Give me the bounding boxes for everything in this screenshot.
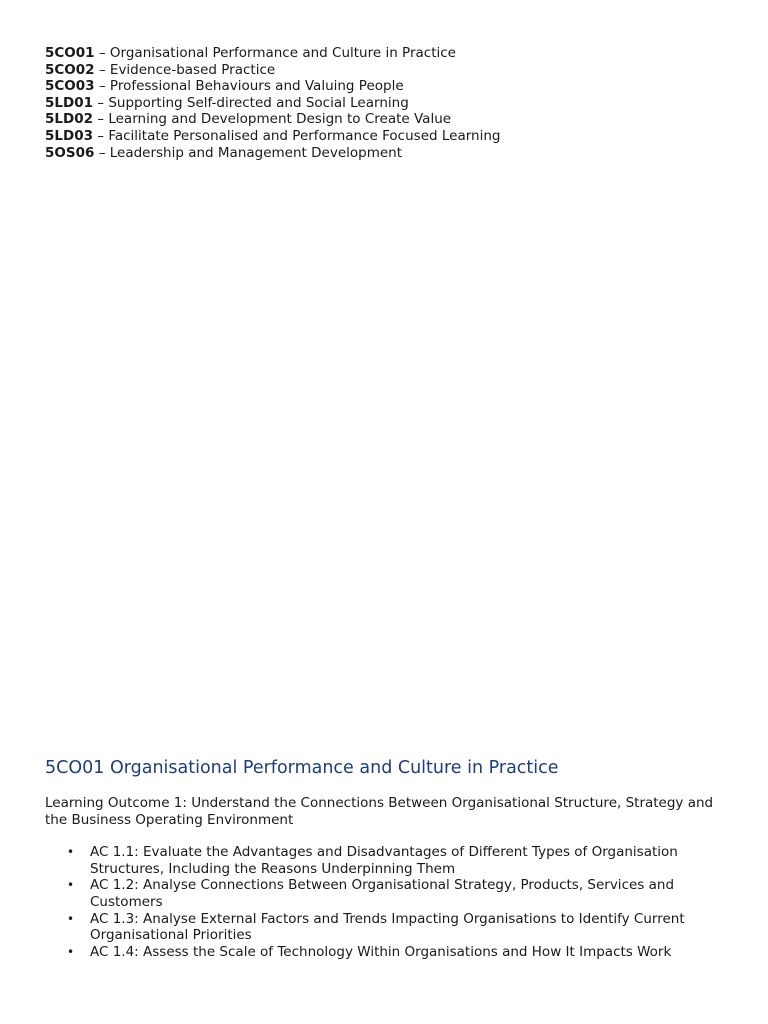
criterion-text: AC 1.3: Analyse External Factors and Trends Impacting Organisations to Identify Current Organisational Priorities [90,910,685,944]
section-heading: 5CO01 Organisational Performance and Culture in Practice [45,758,559,778]
module-title: – Learning and Development Design to Create Value [97,111,452,128]
assessment-criterion [67,943,725,961]
module-code: 5LD03 [45,127,93,144]
bullet-icon: • [67,845,75,860]
module-title: – Organisational Performance and Culture in Practice [98,45,456,61]
module-title: – Supporting Self-directed and Social Learning [97,94,409,111]
module-title: – Facilitate Personalised and Performance Focused Learning [97,127,501,144]
assessment-criteria-list [45,844,725,960]
module-code: 5CO03 [45,78,95,95]
bullet-icon: • [67,944,75,959]
module-item [45,45,500,62]
bullet-icon: • [67,878,75,893]
learning-outcome: Learning Outcome 1: Understand the Connections Between Organisational Structure, Strategy and the Business Operating Environment [45,795,714,828]
module-code: 5OS06 [45,144,95,161]
bullet-icon: • [67,911,75,926]
module-title: – Evidence-based Practice [98,61,276,78]
module-item [45,145,500,162]
module-code: 5LD02 [45,111,93,128]
module-item [45,62,500,79]
module-item [45,95,500,112]
module-section [45,757,725,960]
module-item [45,128,500,145]
criterion-text: AC 1.4: Assess the Scale of Technology Within Organisations and How It Impacts Work [90,943,672,960]
module-item [45,111,500,128]
assessment-criterion [67,844,725,877]
module-title: – Professional Behaviours and Valuing People [98,78,404,95]
module-code: 5CO01 [45,45,95,61]
module-title: – Leadership and Management Development [98,144,403,161]
criterion-text: AC 1.2: Analyse Connections Between Organisational Strategy, Products, Services and Customers [90,877,675,910]
criterion-text: AC 1.1: Evaluate the Advantages and Disadvantages of Different Types of Organisation Structures, Including the Reasons Underpinning Them [90,844,678,877]
module-item [45,78,500,95]
module-code: 5CO02 [45,61,95,78]
assessment-criterion [67,877,725,910]
assessment-criterion [67,910,725,944]
module-list [45,45,500,161]
module-code: 5LD01 [45,94,93,111]
